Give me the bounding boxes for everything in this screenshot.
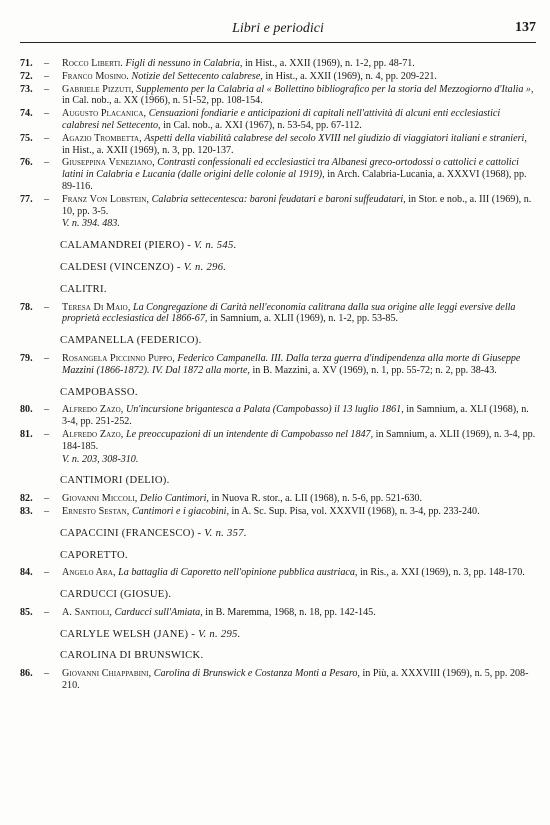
entry-73 [18, 84, 536, 108]
entry-dash: – [44, 493, 50, 505]
heading-ref: V. n. 295. [198, 628, 241, 640]
cross-reference: V. n. 394. 483. [62, 218, 120, 230]
heading-campobasso: CAMPOBASSO. [60, 386, 138, 398]
entry-author: Franz Von Lobstein, [62, 193, 150, 205]
heading-calitri: CALITRI. [60, 283, 107, 295]
entry-source: in Samnium, a. XLII (1969), n. 3-4, pp. 184-185. [62, 428, 536, 452]
entry-title: Notizie del Settecento calabrese, [131, 70, 263, 82]
entry-title: Carolina di Brunswick e Costanza Monti a Pesaro, [153, 668, 360, 680]
entry-title: Contrasti confessionali ed ecclesiastici tra Albanesi greco-ortodossi o cattolici e cattolici latini in Calabria e Lucania (dalle origini delle colonie al 1919), [62, 157, 519, 181]
heading-cantimori: CANTIMORI (DELIO). [60, 475, 170, 487]
entry-author: Alfredo Zazo, [62, 404, 124, 416]
heading-caldesi [18, 262, 536, 274]
heading-capaccini [18, 528, 536, 540]
entry-number: 79. [20, 352, 33, 364]
entry-author: A. Santioli, [62, 606, 113, 618]
entry-title: Supplemento per la Calabria al « Bollettino bibliografico per la storia del Mezzogiorno d'Italia », [136, 83, 534, 95]
entry-dash: – [44, 668, 50, 680]
entry-author: Augusto Placanica, [62, 108, 147, 120]
cross-reference: V. n. 203, 308-310. [62, 453, 139, 465]
heading-ref: V. n. 357. [204, 527, 247, 539]
entry-source: in Cal. nob., a. XXI (1967), n. 53-54, pp. 67-112. [163, 119, 362, 131]
entry-title: Un'incursione brigantesca a Palata (Campobasso) il 13 luglio 1861, [125, 404, 404, 416]
entry-title: Cantimori e i giacobini, [131, 505, 229, 517]
entry-title: La Congregazione di Carità nell'economia calitrana dalla sua origine alle leggi eversive della proprietà ecclesiastica del 1866-67, [62, 301, 516, 325]
entry-source: in Stor. e nob., a. III (1969), n. 10, pp. 3-5. [62, 193, 532, 217]
entry-source: in Più, a. XXXVIII (1969), n. 5, pp. 208-210. [62, 668, 529, 692]
heading-carlyle [18, 629, 536, 641]
entry-dash: – [44, 301, 50, 313]
entry-dash: – [44, 567, 50, 579]
entry-81 [18, 429, 536, 453]
bibliography [18, 58, 536, 693]
entry-number: 85. [20, 606, 33, 618]
entry-author: Franco Mosino. [62, 70, 129, 82]
entry-72 [18, 71, 536, 83]
entry-number: 74. [20, 108, 33, 120]
entry-dash: – [44, 428, 50, 440]
running-title: Libri e periodici [232, 21, 324, 36]
entry-dash: – [44, 83, 50, 95]
entry-author: Giovanni Miccoli, [62, 493, 138, 505]
entry-source: in Arch. Calabria-Lucania, a. XXXVI (1968), pp. 89-116. [62, 169, 527, 192]
heading-ref: V. n. 296. [183, 261, 227, 273]
entry-title: Carducci sull'Amiata, [114, 606, 203, 618]
entry-80 [18, 404, 536, 428]
entry-78 [18, 302, 536, 326]
entry-title: Figli di nessuno in Calabria, [125, 58, 243, 69]
entry-source: in Cal. nob., a. XX (1966), n. 51-52, pp. 108-154. [62, 95, 263, 107]
entry-author: Alfredo Zazo, [62, 428, 124, 440]
entry-86 [18, 668, 536, 692]
entry-title: Federico Campanella. III. Dalla terza guerra d'indipendenza alla morte di Giuseppe Mazzini (1866-1872). IV. Dal 1872 alla morte, [62, 352, 521, 376]
entry-number: 83. [20, 505, 33, 517]
entry-author: Rocco Liberti. [62, 58, 123, 69]
heading-name: CALAMANDREI (PIERO) - [60, 240, 192, 252]
entry-number: 72. [20, 70, 33, 82]
entry-author: Ernesto Sestan, [62, 505, 130, 517]
entry-76 [18, 157, 536, 192]
entry-source: in B. Mazzini, a. XV (1969), n. 1, pp. 55-72; n. 2, pp. 38-43. [252, 364, 497, 376]
entry-dash: – [44, 132, 50, 144]
heading-campanella: CAMPANELLA (FEDERICO). [60, 335, 202, 347]
entry-source: in Hist., a. XXII (1969), n. 1-2, pp. 48-71. [244, 58, 415, 69]
entry-number: 71. [20, 58, 33, 69]
entry-author: Giuseppina Veneziano, [62, 157, 155, 169]
entry-74 [18, 108, 536, 132]
entry-83 [18, 506, 536, 518]
entry-source: in Hist., a. XXII (1969), n. 4, pp. 209-221. [265, 70, 437, 82]
entry-79 [18, 353, 536, 377]
entry-dash: – [44, 70, 50, 82]
entry-84 [18, 567, 536, 579]
heading-ref: V. n. 545. [194, 240, 237, 252]
entry-title: Calabria settecentesca: baroni feudatari e baroni suffeudatari, [151, 193, 406, 205]
entry-number: 82. [20, 493, 33, 505]
entry-number: 84. [20, 567, 33, 579]
heading-name: CARLYLE WELSH (JANE) - [60, 628, 196, 640]
entry-dash: – [44, 58, 50, 69]
page-header [20, 18, 536, 43]
entry-title: Delio Cantimori, [139, 493, 209, 505]
entry-source: in Hist., a. XXII (1969), n. 3, pp. 120-137. [62, 144, 234, 156]
entry-number: 80. [20, 404, 33, 416]
entry-title: La battaglia di Caporetto nell'opinione pubblica austriaca, [118, 567, 358, 579]
entry-number: 81. [20, 428, 33, 440]
entry-75 [18, 133, 536, 157]
entry-source: in Samnium, a. XLI (1968), n. 3-4, pp. 251-252. [62, 404, 529, 428]
heading-name: CAPACCINI (FRANCESCO) - [60, 527, 202, 539]
entry-number: 76. [20, 157, 33, 169]
entry-author: Teresa Di Maio, [62, 301, 131, 313]
entry-source: in Samnium, a. XLII (1969), n. 1-2, pp. 53-85. [209, 313, 399, 325]
entry-title: Le preoccupazioni di un intendente di Campobasso nel 1847, [125, 428, 374, 440]
entry-number: 77. [20, 193, 33, 205]
entry-dash: – [44, 606, 50, 618]
entry-source: in A. Sc. Sup. Pisa, vol. XXXVII (1968), n. 3-4, pp. 233-240. [231, 505, 480, 517]
entry-dash: – [44, 505, 50, 517]
entry-number: 75. [20, 132, 33, 144]
entry-dash: – [44, 193, 50, 205]
entry-author: Giovanni Chiappabini, [62, 668, 152, 680]
entry-number: 73. [20, 83, 33, 95]
heading-carducci: CARDUCCI (GIOSUE). [60, 589, 172, 601]
entry-dash: – [44, 352, 50, 364]
heading-caporetto: CAPORETTO. [60, 549, 128, 561]
entry-dash: – [44, 404, 50, 416]
entry-author: Agazio Trombetta, [62, 132, 142, 144]
entry-title: Aspetti della viabilità calabrese del secolo XVIII nel giudizio di viaggiatori italiani e stranieri, [144, 132, 527, 144]
entry-author: Rosangela Piccinno Puppo, [62, 352, 175, 364]
entry-71 [18, 58, 536, 70]
heading-carolina: CAROLINA DI BRUNSWICK. [60, 650, 204, 662]
entry-dash: – [44, 108, 50, 120]
heading-calamandrei [18, 240, 536, 252]
entry-77 [18, 194, 536, 218]
entry-source: in B. Maremma, 1968, n. 18, pp. 142-145. [205, 606, 376, 618]
entry-number: 78. [20, 301, 33, 313]
entry-source: in Ris., a. XXI (1969), n. 3, pp. 148-170. [359, 567, 525, 579]
entry-author: Angelo Ara, [62, 567, 116, 579]
entry-source: in Nuova R. stor., a. LII (1968), n. 5-6, pp. 521-630. [211, 493, 422, 505]
entry-85 [18, 607, 536, 619]
entry-title: Censuazioni fondiarie e anticipazioni di capitali nell'attività di alcuni enti ecclesiastici calabresi nel Settecento, [62, 108, 501, 131]
entry-dash: – [44, 157, 50, 169]
entry-82 [18, 493, 536, 505]
entry-author: Gabriele Pizzuti, [62, 83, 134, 95]
heading-name: CALDESI (VINCENZO) - [60, 261, 181, 273]
page-number: 137 [515, 20, 536, 35]
entry-number: 86. [20, 668, 33, 680]
